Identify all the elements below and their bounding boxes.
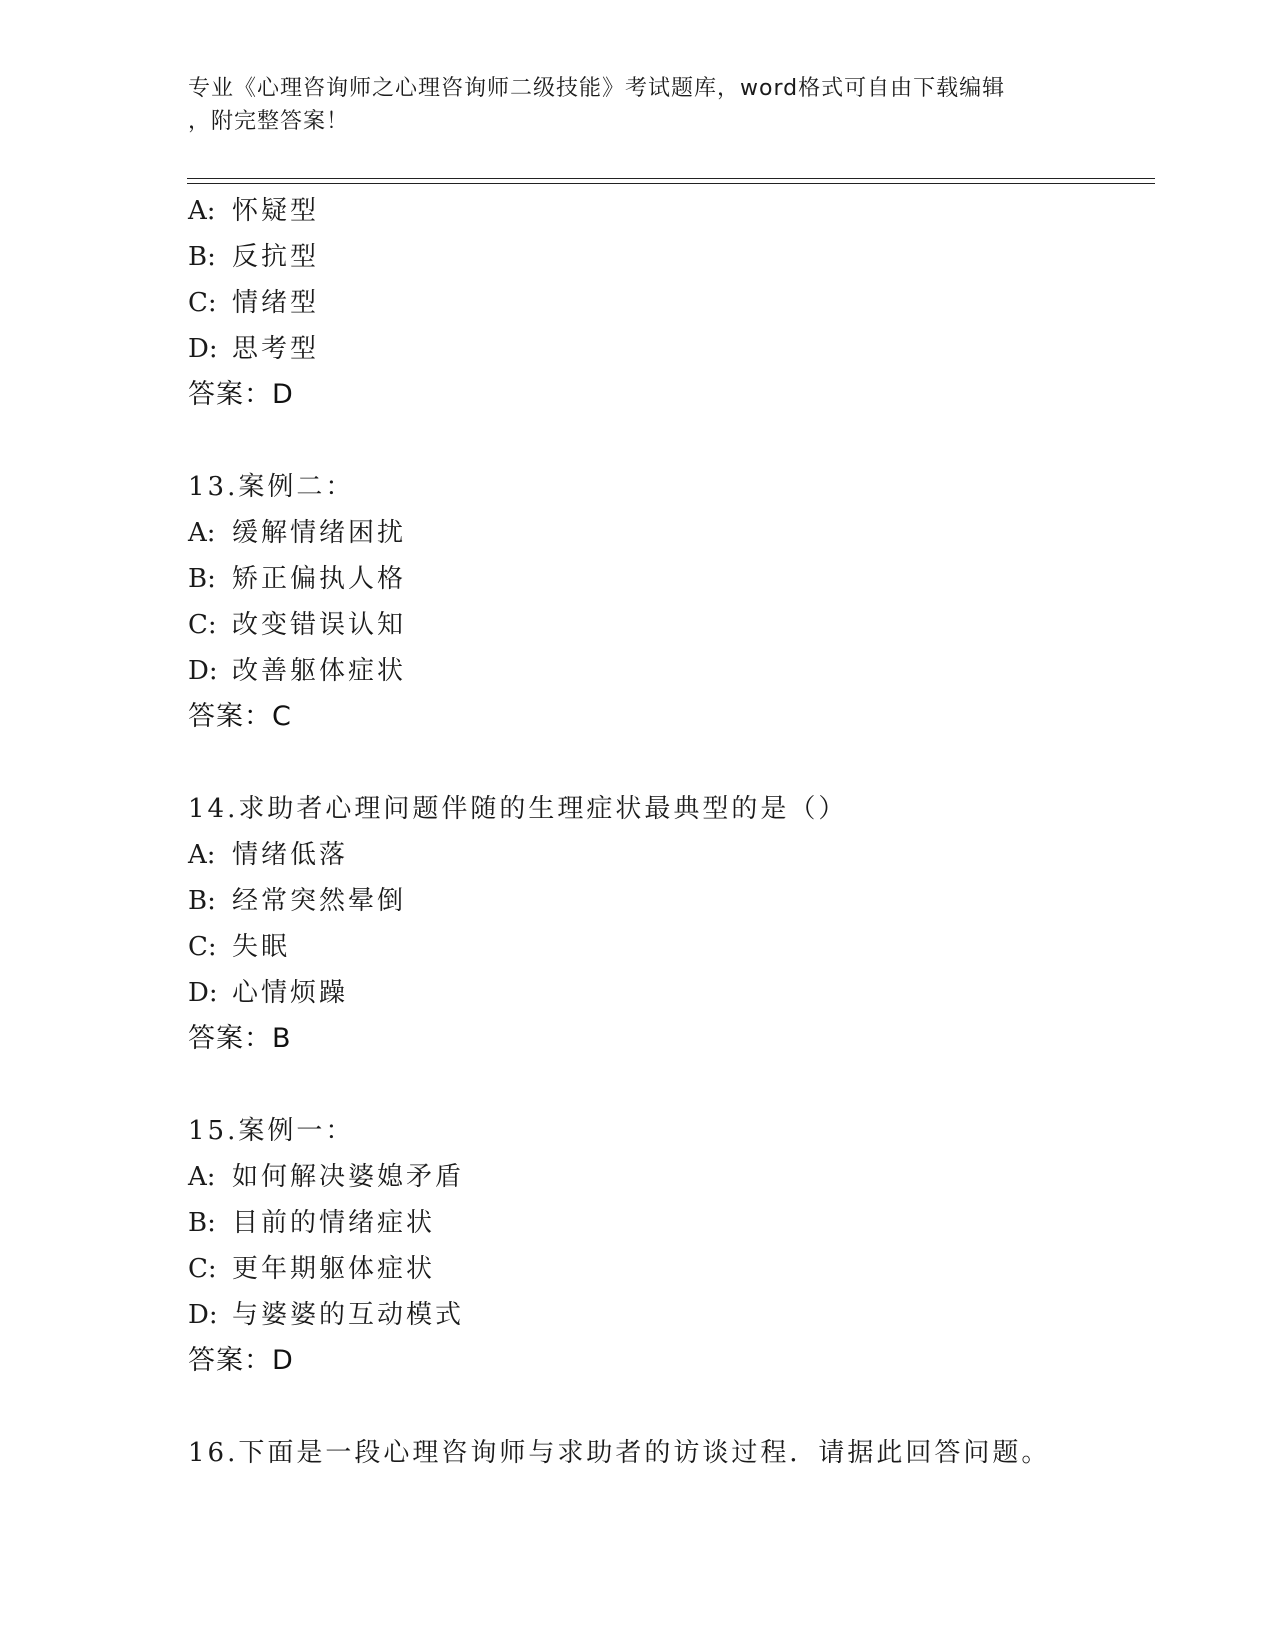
option-text: 反抗型: [232, 242, 320, 272]
option-text: 失眠: [232, 932, 291, 962]
question-title: 15.案例一：: [188, 1116, 355, 1146]
option-b: [188, 556, 1188, 602]
header-line-2: ，附完整答案！: [188, 109, 350, 134]
option-key: A:: [188, 840, 216, 870]
option-d: [188, 1292, 1188, 1338]
option-key: B:: [188, 886, 216, 916]
option-key: B:: [188, 242, 216, 272]
option-key: D:: [188, 978, 218, 1008]
option-d: [188, 970, 1188, 1016]
option-key: B:: [188, 564, 216, 594]
option-text: 心情烦躁: [232, 978, 349, 1008]
option-d: [188, 648, 1188, 694]
option-key: B:: [188, 1208, 216, 1238]
option-a: [188, 188, 1188, 234]
option-key: D:: [188, 656, 218, 686]
question-block: [188, 1430, 1188, 1476]
option-text: 情绪型: [232, 288, 320, 318]
question-title: 14.求助者心理问题伴随的生理症状最典型的是（）: [188, 794, 848, 824]
option-text: 经常突然晕倒: [232, 886, 407, 916]
option-b: [188, 1200, 1188, 1246]
option-b: [188, 234, 1188, 280]
header-rule-bottom: [187, 183, 1155, 184]
question-block: [188, 1108, 1188, 1384]
option-text: 矫正偏执人格: [232, 564, 407, 594]
option-text: 怀疑型: [232, 196, 320, 226]
answer-line: 答案：D: [188, 379, 294, 410]
spacer: [188, 1384, 1188, 1430]
question-block: [188, 786, 1188, 1062]
option-key: A:: [188, 518, 216, 548]
question-block: [188, 188, 1188, 418]
option-key: C:: [188, 932, 217, 962]
option-text: 缓解情绪困扰: [232, 518, 407, 548]
header-rule-top: [187, 178, 1155, 179]
header-line-1: 专业《心理咨询师之心理咨询师二级技能》考试题库，word格式可自由下载编辑: [188, 76, 1006, 101]
option-c: [188, 280, 1188, 326]
option-key: D:: [188, 334, 218, 364]
option-a: [188, 1154, 1188, 1200]
answer-line: 答案：D: [188, 1345, 294, 1376]
option-text: 目前的情绪症状: [232, 1208, 436, 1238]
option-text: 情绪低落: [232, 840, 349, 870]
question-list: [188, 188, 1188, 1476]
option-key: C:: [188, 1254, 217, 1284]
option-a: [188, 510, 1188, 556]
answer-line: 答案：C: [188, 701, 292, 732]
option-text: 思考型: [232, 334, 320, 364]
spacer: [188, 1062, 1188, 1108]
option-key: D:: [188, 1300, 218, 1330]
option-key: C:: [188, 288, 217, 318]
option-text: 改善躯体症状: [232, 656, 407, 686]
option-text: 与婆婆的互动模式: [232, 1300, 465, 1330]
question-block: [188, 464, 1188, 740]
document-header: [188, 72, 1088, 138]
option-text: 如何解决婆媳矛盾: [232, 1162, 465, 1192]
option-key: C:: [188, 610, 217, 640]
option-a: [188, 832, 1188, 878]
question-title: 16.下面是一段心理咨询师与求助者的访谈过程．请据此回答问题。: [188, 1438, 1051, 1468]
question-title: 13.案例二：: [188, 472, 355, 502]
spacer: [188, 418, 1188, 464]
option-c: [188, 602, 1188, 648]
option-text: 更年期躯体症状: [232, 1254, 436, 1284]
option-text: 改变错误认知: [232, 610, 407, 640]
option-key: A:: [188, 196, 216, 226]
option-c: [188, 924, 1188, 970]
option-key: A:: [188, 1162, 216, 1192]
spacer: [188, 740, 1188, 786]
option-c: [188, 1246, 1188, 1292]
answer-line: 答案：B: [188, 1023, 292, 1054]
option-d: [188, 326, 1188, 372]
option-b: [188, 878, 1188, 924]
